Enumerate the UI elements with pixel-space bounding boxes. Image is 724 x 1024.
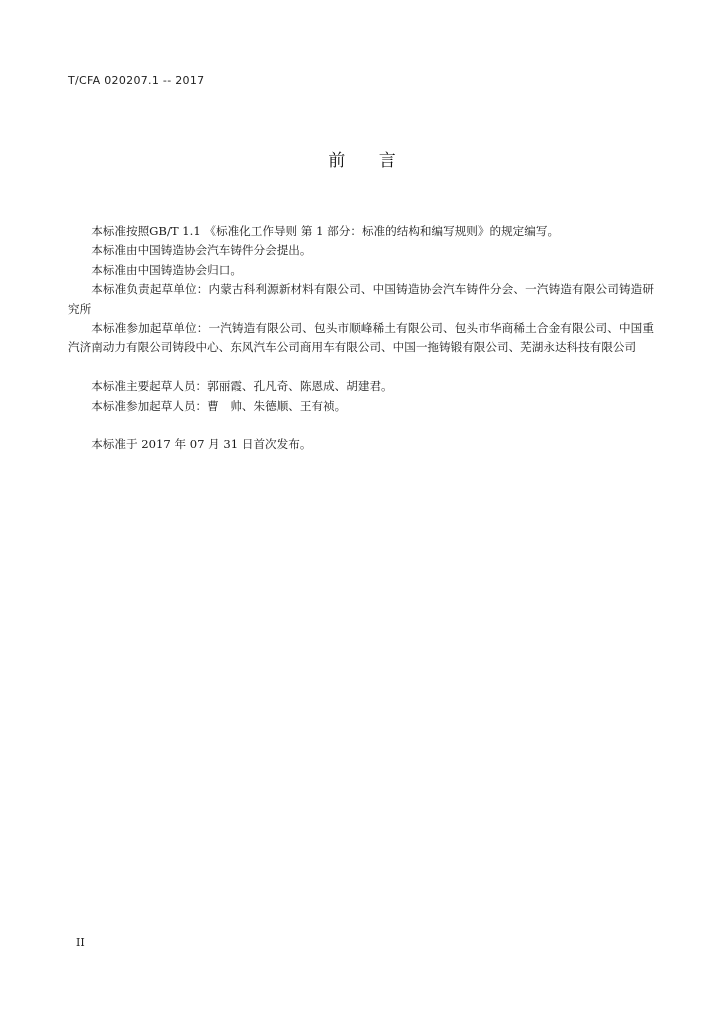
paragraph-participating-units: 本标准参加起草单位：一汽铸造有限公司、包头市顺峰稀土有限公司、包头市华商稀土合金有限公司、中国重汽济南动力有限公司铸段中心、东风汽车公司商用车有限公司、中国一拖铸锻有限公司、芜湖永达科技有限公司 bbox=[68, 321, 654, 355]
paragraph-drafting-rules: 本标准按照GB/T 1.1 《标准化工作导则 第 1 部分：标准的结构和编写规则》的规定编写。 bbox=[91, 224, 560, 238]
paragraph-proposed-by: 本标准由中国铸造协会汽车铸件分会提出。 bbox=[91, 243, 312, 258]
paragraph-managed-by: 本标准由中国铸造协会归口。 bbox=[91, 262, 242, 277]
foreword-body bbox=[68, 222, 654, 455]
paragraph-release-date: 本标准于 2017 年 07 月 31 日首次发布。 bbox=[91, 437, 312, 452]
paragraph-lead-drafting-units: 本标准负责起草单位：内蒙古科利源新材料有限公司、中国铸造协会汽车铸件分会、一汽铸造有限公司铸造研究所 bbox=[68, 282, 654, 316]
paragraph-main-drafters: 本标准主要起草人员：郭丽霞、孔凡奇、陈恩成、胡建君。 bbox=[91, 379, 393, 394]
page-title: 前 言 bbox=[328, 151, 396, 171]
page-number: II bbox=[76, 936, 85, 949]
document-code-header: T/CFA 020207.1 -- 2017 bbox=[68, 74, 205, 87]
paragraph-participating-drafters: 本标准参加起草人员：曹 帅、朱德顺、王有祯。 bbox=[91, 398, 347, 413]
